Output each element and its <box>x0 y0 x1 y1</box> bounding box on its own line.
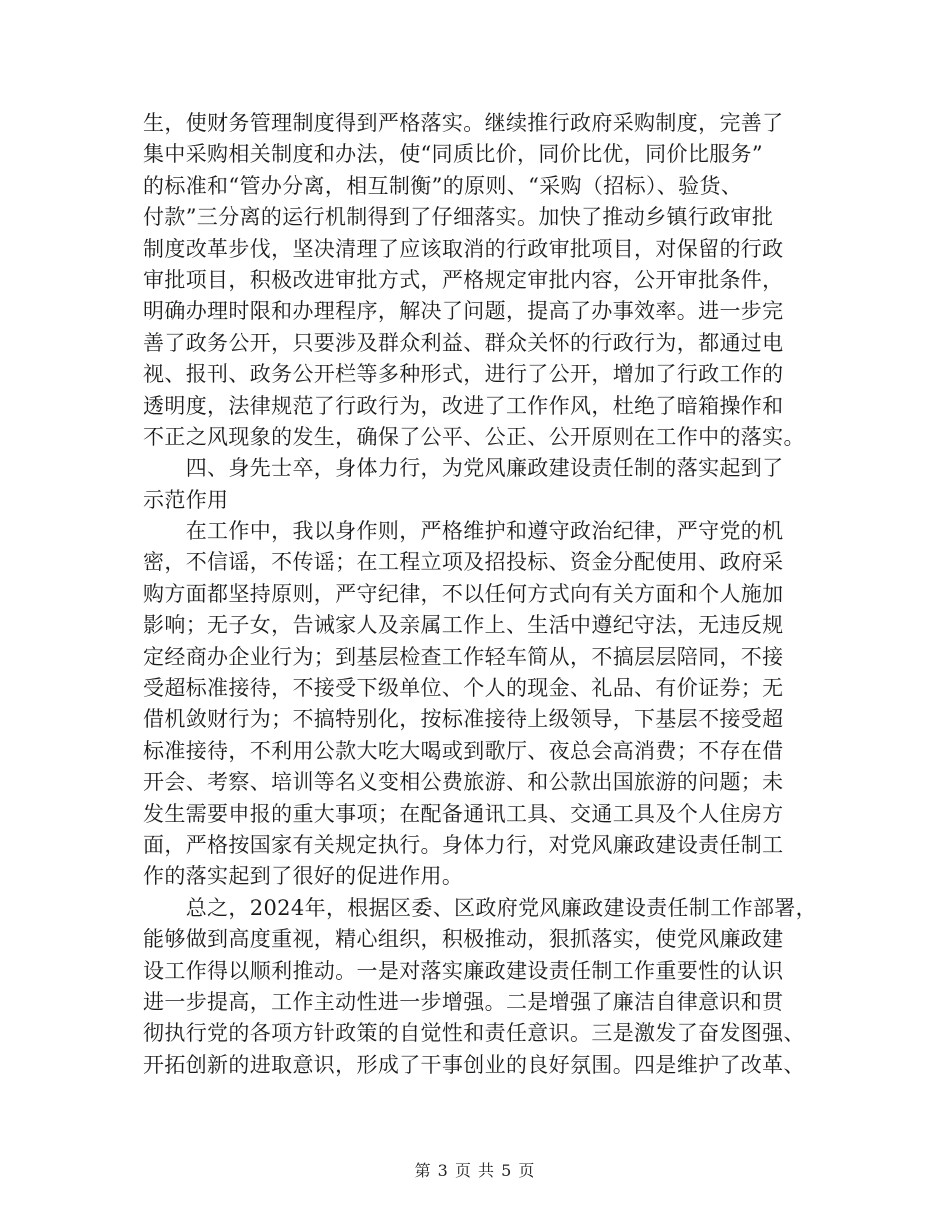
text-line: 不正之风现象的发生，确保了公平、公正、公开原则在工作中的落实。 <box>143 424 805 449</box>
text-line: 标准接待，不利用公款大吃大喝或到歌厅、夜总会高消费；不存在借 <box>143 738 784 763</box>
text-line: 生，使财务管理制度得到严格落实。继续推行政府采购制度，完善了 <box>143 111 784 135</box>
text-line: 面，严格按国家有关规定执行。身体力行，对党风廉政建设责任制工 <box>143 832 784 857</box>
text-line: 设工作得以顺利推动。一是对落实廉政建设责任制工作重要性的认识 <box>143 958 784 983</box>
text-line: 善了政务公开，只要涉及群众利益、群众关怀的行政行为，都通过电 <box>143 330 784 355</box>
text-line: 受超标准接待，不接受下级单位、个人的现金、礼品、有价证券；无 <box>143 676 784 701</box>
text-line: 明确办理时限和办理程序，解决了问题，提高了办事效率。进一步完 <box>143 299 784 324</box>
page-footer: 第 3 页 共 5 页 <box>414 1161 536 1180</box>
text-line: 在工作中，我以身作则，严格维护和遵守政治纪律，严守党的机 <box>143 519 784 544</box>
text-line: 购方面都坚持原则，严守纪律，不以任何方式向有关方面和个人施加 <box>143 581 784 606</box>
text-line: 四、身先士卒，身体力行，为党风廉政建设责任制的落实起到了 <box>143 456 784 481</box>
text-line: 制度改革步伐，坚决清理了应该取消的行政审批项目，对保留的行政 <box>143 236 784 261</box>
text-line: 定经商办企业行为；到基层检查工作轻车简从，不搞层层陪同，不接 <box>143 644 784 669</box>
text-line: 透明度，法律规范了行政行为，改进了工作作风，杜绝了暗箱操作和 <box>143 393 784 418</box>
text-line: 的标准和“管办分离，相互制衡”的原则、“采购（招标）、验货、 <box>143 173 743 198</box>
text-line: 影响；无子女，告诫家人及亲属工作上、生活中遵纪守法，无违反规 <box>143 613 784 638</box>
text-line: 能够做到高度重视，精心组织，积极推动，狠抓落实，使党风廉政建 <box>143 927 784 952</box>
text-line: 发生需要申报的重大事项；在配备通讯工具、交通工具及个人住房方 <box>143 801 784 826</box>
document-body <box>143 108 817 1081</box>
text-line: 进一步提高，工作主动性进一步增强。二是增强了廉洁自律意识和贯 <box>143 989 784 1014</box>
text-line: 密，不信谣，不传谣；在工程立项及招投标、资金分配使用、政府采 <box>143 550 784 575</box>
text-line: 集中采购相关制度和办法，使“同质比价，同价比优，同价比服务” <box>143 142 763 167</box>
text-line: 作的落实起到了很好的促进作用。 <box>143 864 464 889</box>
text-line: 示范作用 <box>143 487 229 512</box>
text-line: 视、报刊、政务公开栏等多种形式，进行了公开，增加了行政工作的 <box>143 362 784 387</box>
text-line: 总之，2024年，根据区委、区政府党风廉政建设责任制工作部署， <box>143 895 817 920</box>
text-line: 开会、考察、培训等名义变相公费旅游、和公款出国旅游的问题；未 <box>143 770 784 795</box>
text-line: 审批项目，积极改进审批方式，严格规定审批内容，公开审批条件， <box>143 267 784 292</box>
text-line: 付款”三分离的运行机制得到了仔细落实。加快了推动乡镇行政审批 <box>143 205 774 230</box>
text-line: 开拓创新的进取意识，形成了干事创业的良好氛围。四是维护了改革、 <box>143 1052 805 1077</box>
text-line: 彻执行党的各项方针政策的自觉性和责任意识。三是激发了奋发图强、 <box>143 1021 805 1046</box>
text-line: 借机敛财行为；不搞特别化，按标准接待上级领导，下基层不接受超 <box>143 707 784 732</box>
